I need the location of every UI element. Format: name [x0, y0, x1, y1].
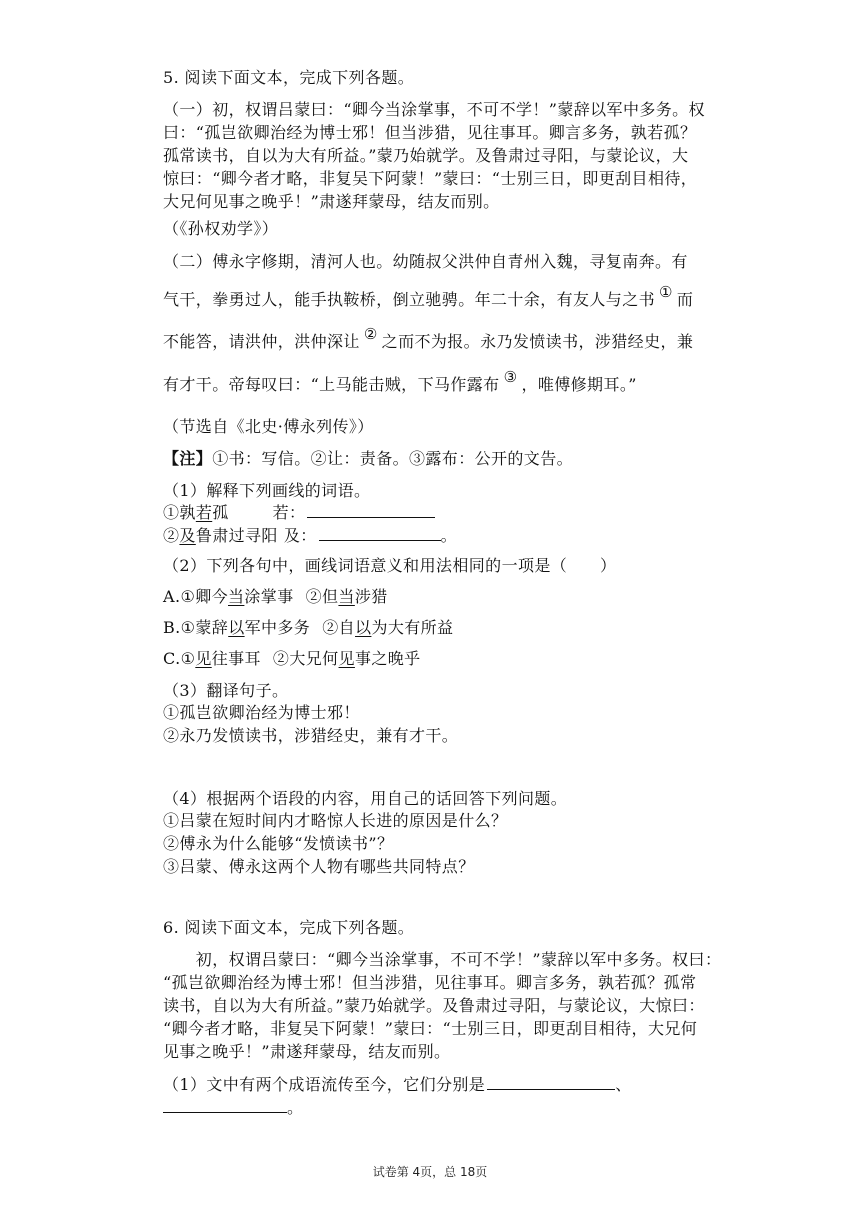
q5-passage2-line: （二）傅永字修期，清河人也。幼随叔父洪仲自青州入魏，寻复南奔。有: [163, 252, 688, 271]
q5-passage2-line: 不能答，请洪仲，洪仲深让 ② 之而不为报。永乃发愤读书，涉猎经史，兼: [163, 325, 694, 351]
q5-notes: 【注】①书：写信。②让：责备。③露布：公开的文告。: [163, 449, 574, 468]
q5-source1: （《孙权劝学》）: [163, 219, 279, 238]
q5-passage2-line: 有才干。帝每叹曰：“上马能击贼，下马作露布 ③ ，唯傅修期耳。”: [163, 368, 637, 394]
q5-sub3-item: ①孤岂欲卿治经为博士邪！: [163, 703, 360, 722]
q5-sub3-item: ②永乃发愤读书，涉猎经史，兼有才干。: [163, 726, 459, 745]
q5-sub1-item: ②及鲁肃过寻阳 及： 。: [163, 526, 458, 545]
q5-sub2-option[interactable]: A.①卿今当涂掌事 ②但当涉猎: [163, 587, 388, 606]
q5-sub3-prompt: （3）翻译句子。: [163, 681, 289, 700]
answer-blank[interactable]: [487, 1074, 615, 1090]
q5-passage1-line: 曰：“孤岂欲卿治经为博士邪！但当涉猎，见往事耳。卿言多务，孰若孤？: [163, 123, 697, 142]
q6-passage-line: 见事之晚乎！”肃遂拜蒙母，结友而别。: [163, 1042, 451, 1061]
underlined-word: 若: [195, 503, 213, 522]
q5-sub1-item: ①孰若孤 若：: [163, 502, 435, 524]
q5-title: 5. 阅读下面文本，完成下列各题。: [163, 68, 415, 87]
q5-sub2-option[interactable]: C.①见往事耳 ②大兄何见事之晚乎: [163, 649, 421, 668]
q5-sub4-item: ①吕蒙在短时间内才略惊人长进的原因是什么？: [163, 811, 508, 830]
footnote-mark: ①: [659, 283, 673, 301]
underlined-word: 及: [179, 526, 196, 545]
q6-passage-line: “卿今者才略，非复吴下阿蒙！”蒙曰：“士别三日，即更刮目相待，大兄何: [163, 1019, 698, 1038]
q5-sub4-item: ②傅永为什么能够“发愤读书”？: [163, 834, 394, 853]
q5-passage1-line: （一）初，权谓吕蒙曰：“卿今当涂掌事，不可不学！”蒙辞以军中多务。权: [163, 100, 705, 119]
q5-sub4-prompt: （4）根据两个语段的内容，用自己的话回答下列问题。: [163, 789, 568, 808]
q6-passage-line: “孤岂欲卿治经为博士邪！但当涉猎，见往事耳。卿言多务，孰若孤？孤常: [163, 973, 697, 992]
answer-blank[interactable]: [163, 1097, 287, 1113]
q5-sub4-item: ③吕蒙、傅永这两个人物有哪些共同特点？: [163, 857, 475, 876]
q6-sub1-continuation: 。: [163, 1097, 303, 1119]
q5-passage1-line: 大兄何见事之晚乎！”肃遂拜蒙母，结友而别。: [163, 192, 500, 211]
q5-sub2-prompt: （2）下列各句中，画线词语意义和用法相同的一项是（ ）: [163, 556, 617, 575]
footnote-mark: ②: [363, 325, 378, 343]
q6-title: 6. 阅读下面文本，完成下列各题。: [163, 918, 415, 937]
q5-source2: （节选自《北史·傅永列传》）: [163, 417, 374, 436]
footnote-mark: ③: [503, 368, 518, 386]
page-footer: 试卷第 4页，总 18页: [372, 1165, 488, 1179]
q5-passage2-line: 气干，拳勇过人，能手执鞍桥，倒立驰骋。年二十余，有友人与之书 ① 而: [163, 283, 694, 309]
q5-sub2-option[interactable]: B.①蒙辞以军中多务 ②自以为大有所益: [163, 618, 454, 637]
q5-sub1-prompt: （1）解释下列画线的词语。: [163, 481, 371, 500]
q5-passage1-line: 孤常读书，自以为大有所益。”蒙乃始就学。及鲁肃过寻阳，与蒙论议，大: [163, 146, 689, 165]
q6-passage-line: 读书，自以为大有所益。”蒙乃始就学。及鲁肃过寻阳，与蒙论议，大惊曰：: [163, 996, 705, 1015]
q6-sub1-prompt: （1）文中有两个成语流传至今，它们分别是 、: [163, 1075, 632, 1094]
q5-passage1-line: 惊曰：“卿今者才略，非复吴下阿蒙！”蒙曰：“士别三日，即更刮目相待，: [163, 169, 698, 188]
answer-blank[interactable]: [319, 525, 441, 541]
q6-passage-line: 初，权谓吕蒙曰：“卿今当涂掌事，不可不学！”蒙辞以军中多务。权曰：: [163, 950, 722, 969]
answer-blank[interactable]: [307, 502, 435, 518]
note-label: 【注】: [163, 449, 213, 468]
